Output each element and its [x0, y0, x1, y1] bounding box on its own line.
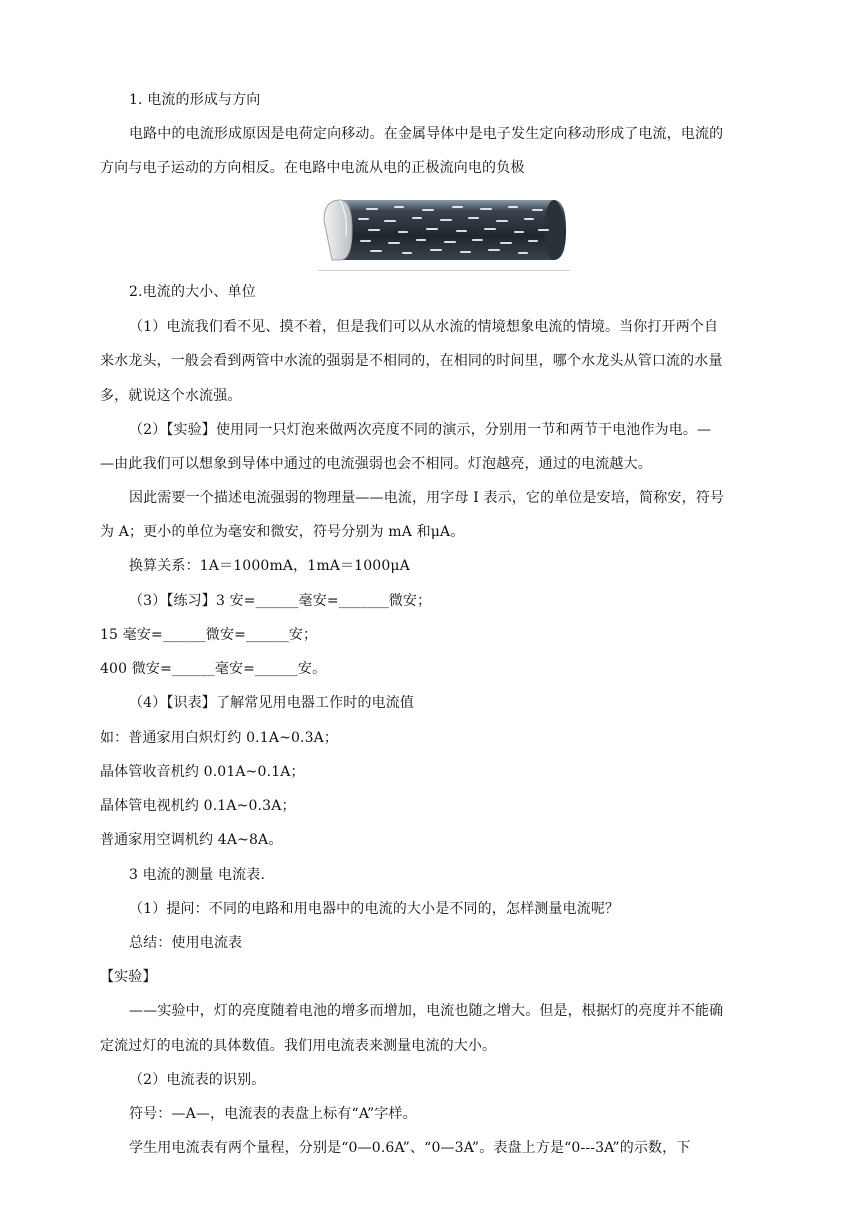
paragraph-line: 学生用电流表有两个量程，分别是“0—0.6A”、“0—3A”。表盘上方是“0---3A”的示数，下	[129, 1140, 691, 1156]
paragraph-line: ——实验中，灯的亮度随着电池的增多而增加，电流也随之增大。但是，根据灯的亮度并不能确	[129, 1003, 724, 1019]
exercise-line: 400 微安=______毫安=______安。	[100, 661, 327, 677]
list-item: 普通家用空调机约 4A~8A。	[100, 832, 283, 848]
paragraph-line: （2）【实验】使用同一只灯泡来做两次亮度不同的演示，分别用一节和两节干电池作为电。—	[129, 422, 712, 438]
paragraph-line: （1）电流我们看不见、摸不着，但是我们可以从水流的情境想象电流的情境。当你打开两个自	[129, 319, 719, 335]
paragraph-line: 多，就说这个水流强。	[100, 388, 242, 404]
paragraph-line: 定流过灯的电流的具体数值。我们用电流表来测量电流的大小。	[100, 1038, 497, 1054]
paragraph-line: 来水龙头，一般会看到两管中水流的强弱是不相同的，在相同的时间里，哪个水龙头从管口流的水量	[100, 353, 723, 369]
heading-current-magnitude-unit: 2.电流的大小、单位	[129, 284, 256, 300]
heading-current-measurement: 3 电流的测量 电流表.	[129, 867, 266, 883]
paragraph-line: （1）提问：不同的电路和用电器中的电流的大小是不同的，怎样测量电流呢？	[129, 901, 620, 917]
list-item: 晶体管电视机约 0.1A~0.3A；	[100, 798, 296, 814]
paragraph-line: （2）电流表的识别。	[129, 1072, 266, 1088]
list-item: 如：普通家用白炽灯约 0.1A~0.3A；	[100, 730, 339, 746]
figure-divider	[318, 270, 570, 271]
paragraph-line: 方向与电子运动的方向相反。在电路中电流从电的正极流向电的负极	[100, 160, 525, 176]
paragraph-line: 换算关系：1A＝1000mA，1mA＝1000μA	[129, 558, 410, 574]
paragraph-line: 【实验】	[100, 969, 157, 985]
paragraph-line: 符号：—A—，电流表的表盘上标有“A”字样。	[129, 1106, 417, 1122]
paragraph-line: 因此需要一个描述电流强弱的物理量——电流，用字母 I 表示，它的单位是安培，简称安，符号	[129, 490, 725, 506]
conductor-electrons-illustration	[318, 196, 570, 272]
paragraph-line: —由此我们可以想象到导体中通过的电流强弱也会不相同。灯泡越亮，通过的电流越大。	[100, 456, 652, 472]
exercise-line: 15 毫安=______微安=______安；	[100, 627, 318, 643]
paragraph-line: 电路中的电流形成原因是电荷定向移动。在金属导体中是电子发生定向移动形成了电流，电流的	[129, 126, 724, 142]
paragraph-line: （4）【识表】了解常见用电器工作时的电流值	[129, 695, 415, 711]
paragraph-line: 为 A；更小的单位为毫安和微安，符号分别为 mA 和μA。	[100, 524, 465, 540]
list-item: 晶体管收音机约 0.01A~0.1A；	[100, 764, 305, 780]
exercise-line: （3）【练习】3 安=______毫安=_______微安；	[129, 593, 432, 609]
paragraph-line: 总结：使用电流表	[129, 935, 243, 951]
heading-current-formation: 1. 电流的形成与方向	[129, 92, 261, 108]
